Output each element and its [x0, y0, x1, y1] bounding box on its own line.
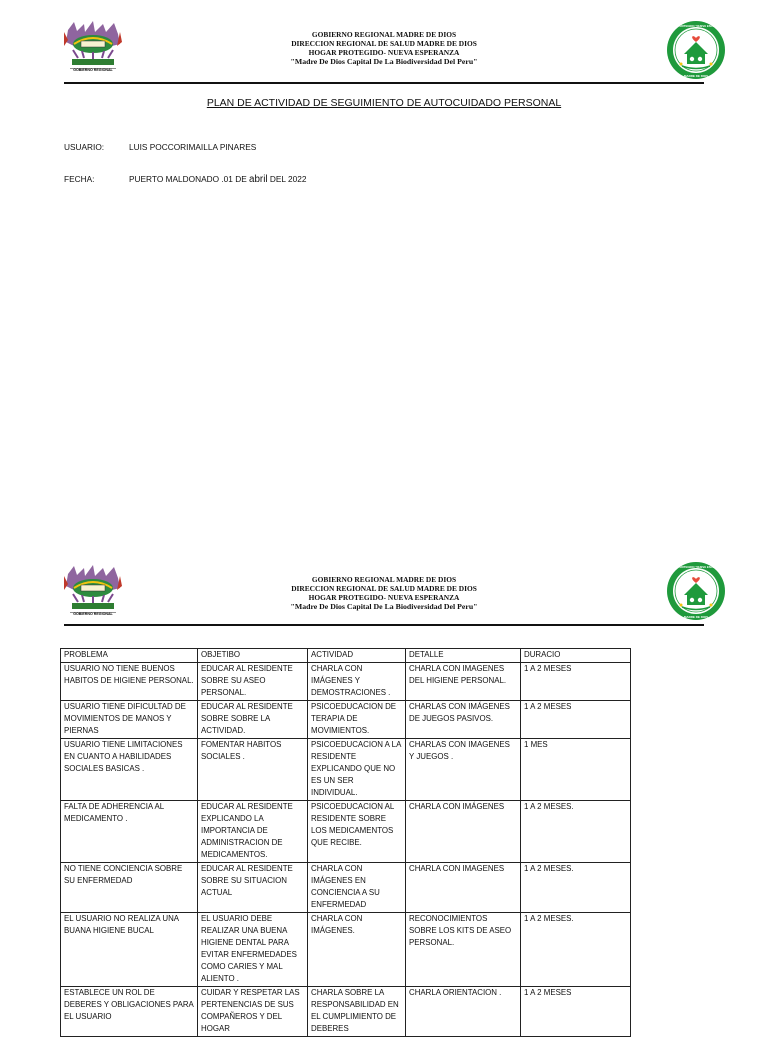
organization-header: [230, 575, 538, 611]
actividad-cell: CHARLA SOBRE LA RESPONSABILIDAD EN EL CUMPLIMIENTO DE DEBERES: [308, 987, 406, 1037]
logo-right-text: HOGAR PROTEGIDO "NUEVA ESPERANZA": [666, 24, 726, 28]
actividad-cell: PSICOEDUCACION A LA RESIDENTE EXPLICANDO QUE NO ES UN SER INDIVIDUAL.: [308, 739, 406, 801]
logo-right-bottom: MADRE DE DIOS: [683, 615, 709, 619]
actividad-cell: CHARLA CON IMÁGENES EN CONCIENCIA A SU ENFERMEDAD: [308, 863, 406, 913]
regional-government-logo: [62, 564, 124, 616]
fecha-value: [129, 174, 306, 185]
duracion-cell: 1 A 2 MESES.: [521, 863, 631, 913]
duracion-cell: 1 A 2 MESES: [521, 663, 631, 701]
table-row: [61, 987, 631, 1037]
problema-cell: USUARIO TIENE DIFICULTAD DE MOVIMIENTOS DE MANOS Y PIERNAS: [61, 701, 198, 739]
objetivo-cell: CUIDAR Y RESPETAR LAS PERTENENCIAS DE SUS COMPAÑEROS Y DEL HOGAR: [198, 987, 308, 1037]
header-line-1: GOBIERNO REGIONAL MADRE DE DIOS: [311, 30, 457, 39]
table-row: [61, 663, 631, 701]
objetivo-cell: FOMENTAR HABITOS SOCIALES .: [198, 739, 308, 801]
table-row: [61, 913, 631, 987]
objetivo-cell: EL USUARIO DEBE REALIZAR UNA BUENA HIGIENE DENTAL PARA EVITAR ENFERMEDADES COMO CARIES Y MAL ALIENTO .: [198, 913, 308, 987]
header-objetibo: OBJETIBO: [198, 649, 308, 663]
problema-cell: USUARIO TIENE LIMITACIONES EN CUANTO A HABILIDADES SOCIALES BASICAS .: [61, 739, 198, 801]
actividad-cell: PSICOEDUCACION AL RESIDENTE SOBRE LOS MEDICAMENTOS QUE RECIBE.: [308, 801, 406, 863]
header-line-1: GOBIERNO REGIONAL MADRE DE DIOS: [311, 575, 457, 584]
actividad-cell: PSICOEDUCACION DE TERAPIA DE MOVIMIENTOS.: [308, 701, 406, 739]
objetivo-cell: EDUCAR AL RESIDENTE SOBRE SU ASEO PERSONAL.: [198, 663, 308, 701]
detalle-cell: CHARLA CON IMAGENES: [406, 863, 521, 913]
problema-cell: FALTA DE ADHERENCIA AL MEDICAMENTO .: [61, 801, 198, 863]
actividad-cell: CHARLA CON IMÁGENES.: [308, 913, 406, 987]
header-line-2: DIRECCION REGIONAL DE SALUD MADRE DE DIOS: [291, 584, 477, 593]
problema-cell: USUARIO NO TIENE BUENOS HABITOS DE HIGIENE PERSONAL.: [61, 663, 198, 701]
header-divider: [64, 624, 704, 626]
header-detalle: DETALLE: [406, 649, 521, 663]
header-motto: "Madre De Dios Capital De La Biodiversidad Del Peru": [290, 57, 478, 66]
fecha-prefix: PUERTO MALDONADO .01 DE: [129, 174, 250, 184]
objetivo-cell: EDUCAR AL RESIDENTE SOBRE SOBRE LA ACTIVIDAD.: [198, 701, 308, 739]
table-row: [61, 739, 631, 801]
care-plan-table: [60, 648, 631, 1037]
header-actividad: ACTIVIDAD: [308, 649, 406, 663]
duracion-cell: 1 A 2 MESES: [521, 987, 631, 1037]
logo-left-text: GOBIERNO REGIONAL: [73, 612, 113, 616]
table-row: [61, 701, 631, 739]
hogar-protegido-logo: [666, 20, 726, 80]
detalle-cell: CHARLA ORIENTACION .: [406, 987, 521, 1037]
regional-government-logo: [62, 20, 124, 72]
detalle-cell: RECONOCIMIENTOS SOBRE LOS KITS DE ASEO PERSONAL.: [406, 913, 521, 987]
header-line-2: DIRECCION REGIONAL DE SALUD MADRE DE DIOS: [291, 39, 477, 48]
actividad-cell: CHARLA CON IMÁGENES Y DEMOSTRACIONES .: [308, 663, 406, 701]
logo-right-bottom: MADRE DE DIOS: [683, 74, 709, 78]
fecha-month: abril: [249, 174, 268, 185]
objetivo-cell: EDUCAR AL RESIDENTE EXPLICANDO LA IMPORTANCIA DE ADMINISTRACION DE MEDICAMENTOS.: [198, 801, 308, 863]
fecha-label: FECHA:: [64, 174, 95, 184]
duracion-cell: 1 A 2 MESES: [521, 701, 631, 739]
document-title: PLAN DE ACTIVIDAD DE SEGUIMIENTO DE AUTOCUIDADO PERSONAL: [206, 97, 562, 109]
detalle-cell: CHARLAS CON IMÁGENES DE JUEGOS PASIVOS.: [406, 701, 521, 739]
header-duracion: DURACIO: [521, 649, 631, 663]
detalle-cell: CHARLAS CON IMAGENES Y JUEGOS .: [406, 739, 521, 801]
header-divider: [64, 82, 704, 84]
duracion-cell: 1 MES: [521, 739, 631, 801]
fecha-suffix: DEL 2022: [267, 174, 307, 184]
header-line-3: HOGAR PROTEGIDO- NUEVA ESPERANZA: [308, 593, 460, 602]
usuario-label: USUARIO:: [64, 142, 105, 152]
problema-cell: EL USUARIO NO REALIZA UNA BUANA HIGIENE BUCAL: [61, 913, 198, 987]
duracion-cell: 1 A 2 MESES.: [521, 913, 631, 987]
problema-cell: NO TIENE CONCIENCIA SOBRE SU ENFERMEDAD: [61, 863, 198, 913]
objetivo-cell: EDUCAR AL RESIDENTE SOBRE SU SITUACION ACTUAL: [198, 863, 308, 913]
organization-header: [230, 30, 538, 66]
header-line-3: HOGAR PROTEGIDO- NUEVA ESPERANZA: [308, 48, 460, 57]
detalle-cell: CHARLA CON IMAGENES DEL HIGIENE PERSONAL.: [406, 663, 521, 701]
table-row: [61, 801, 631, 863]
duracion-cell: 1 A 2 MESES.: [521, 801, 631, 863]
logo-right-text: HOGAR PROTEGIDO "NUEVA ESPERANZA": [666, 565, 726, 569]
table-row: [61, 863, 631, 913]
problema-cell: ESTABLECE UN ROL DE DEBERES Y OBLIGACIONES PARA EL USUARIO: [61, 987, 198, 1037]
document-page-2: [0, 555, 768, 1033]
hogar-protegido-logo: [666, 561, 726, 621]
usuario-value: LUIS POCCORIMAILLA PINARES: [129, 142, 257, 152]
detalle-cell: CHARLA CON IMÁGENES: [406, 801, 521, 863]
table-header-row: [61, 649, 631, 663]
header-motto: "Madre De Dios Capital De La Biodiversidad Del Peru": [290, 602, 478, 611]
header-problema: PROBLEMA: [61, 649, 198, 663]
logo-left-text: GOBIERNO REGIONAL: [73, 68, 113, 72]
